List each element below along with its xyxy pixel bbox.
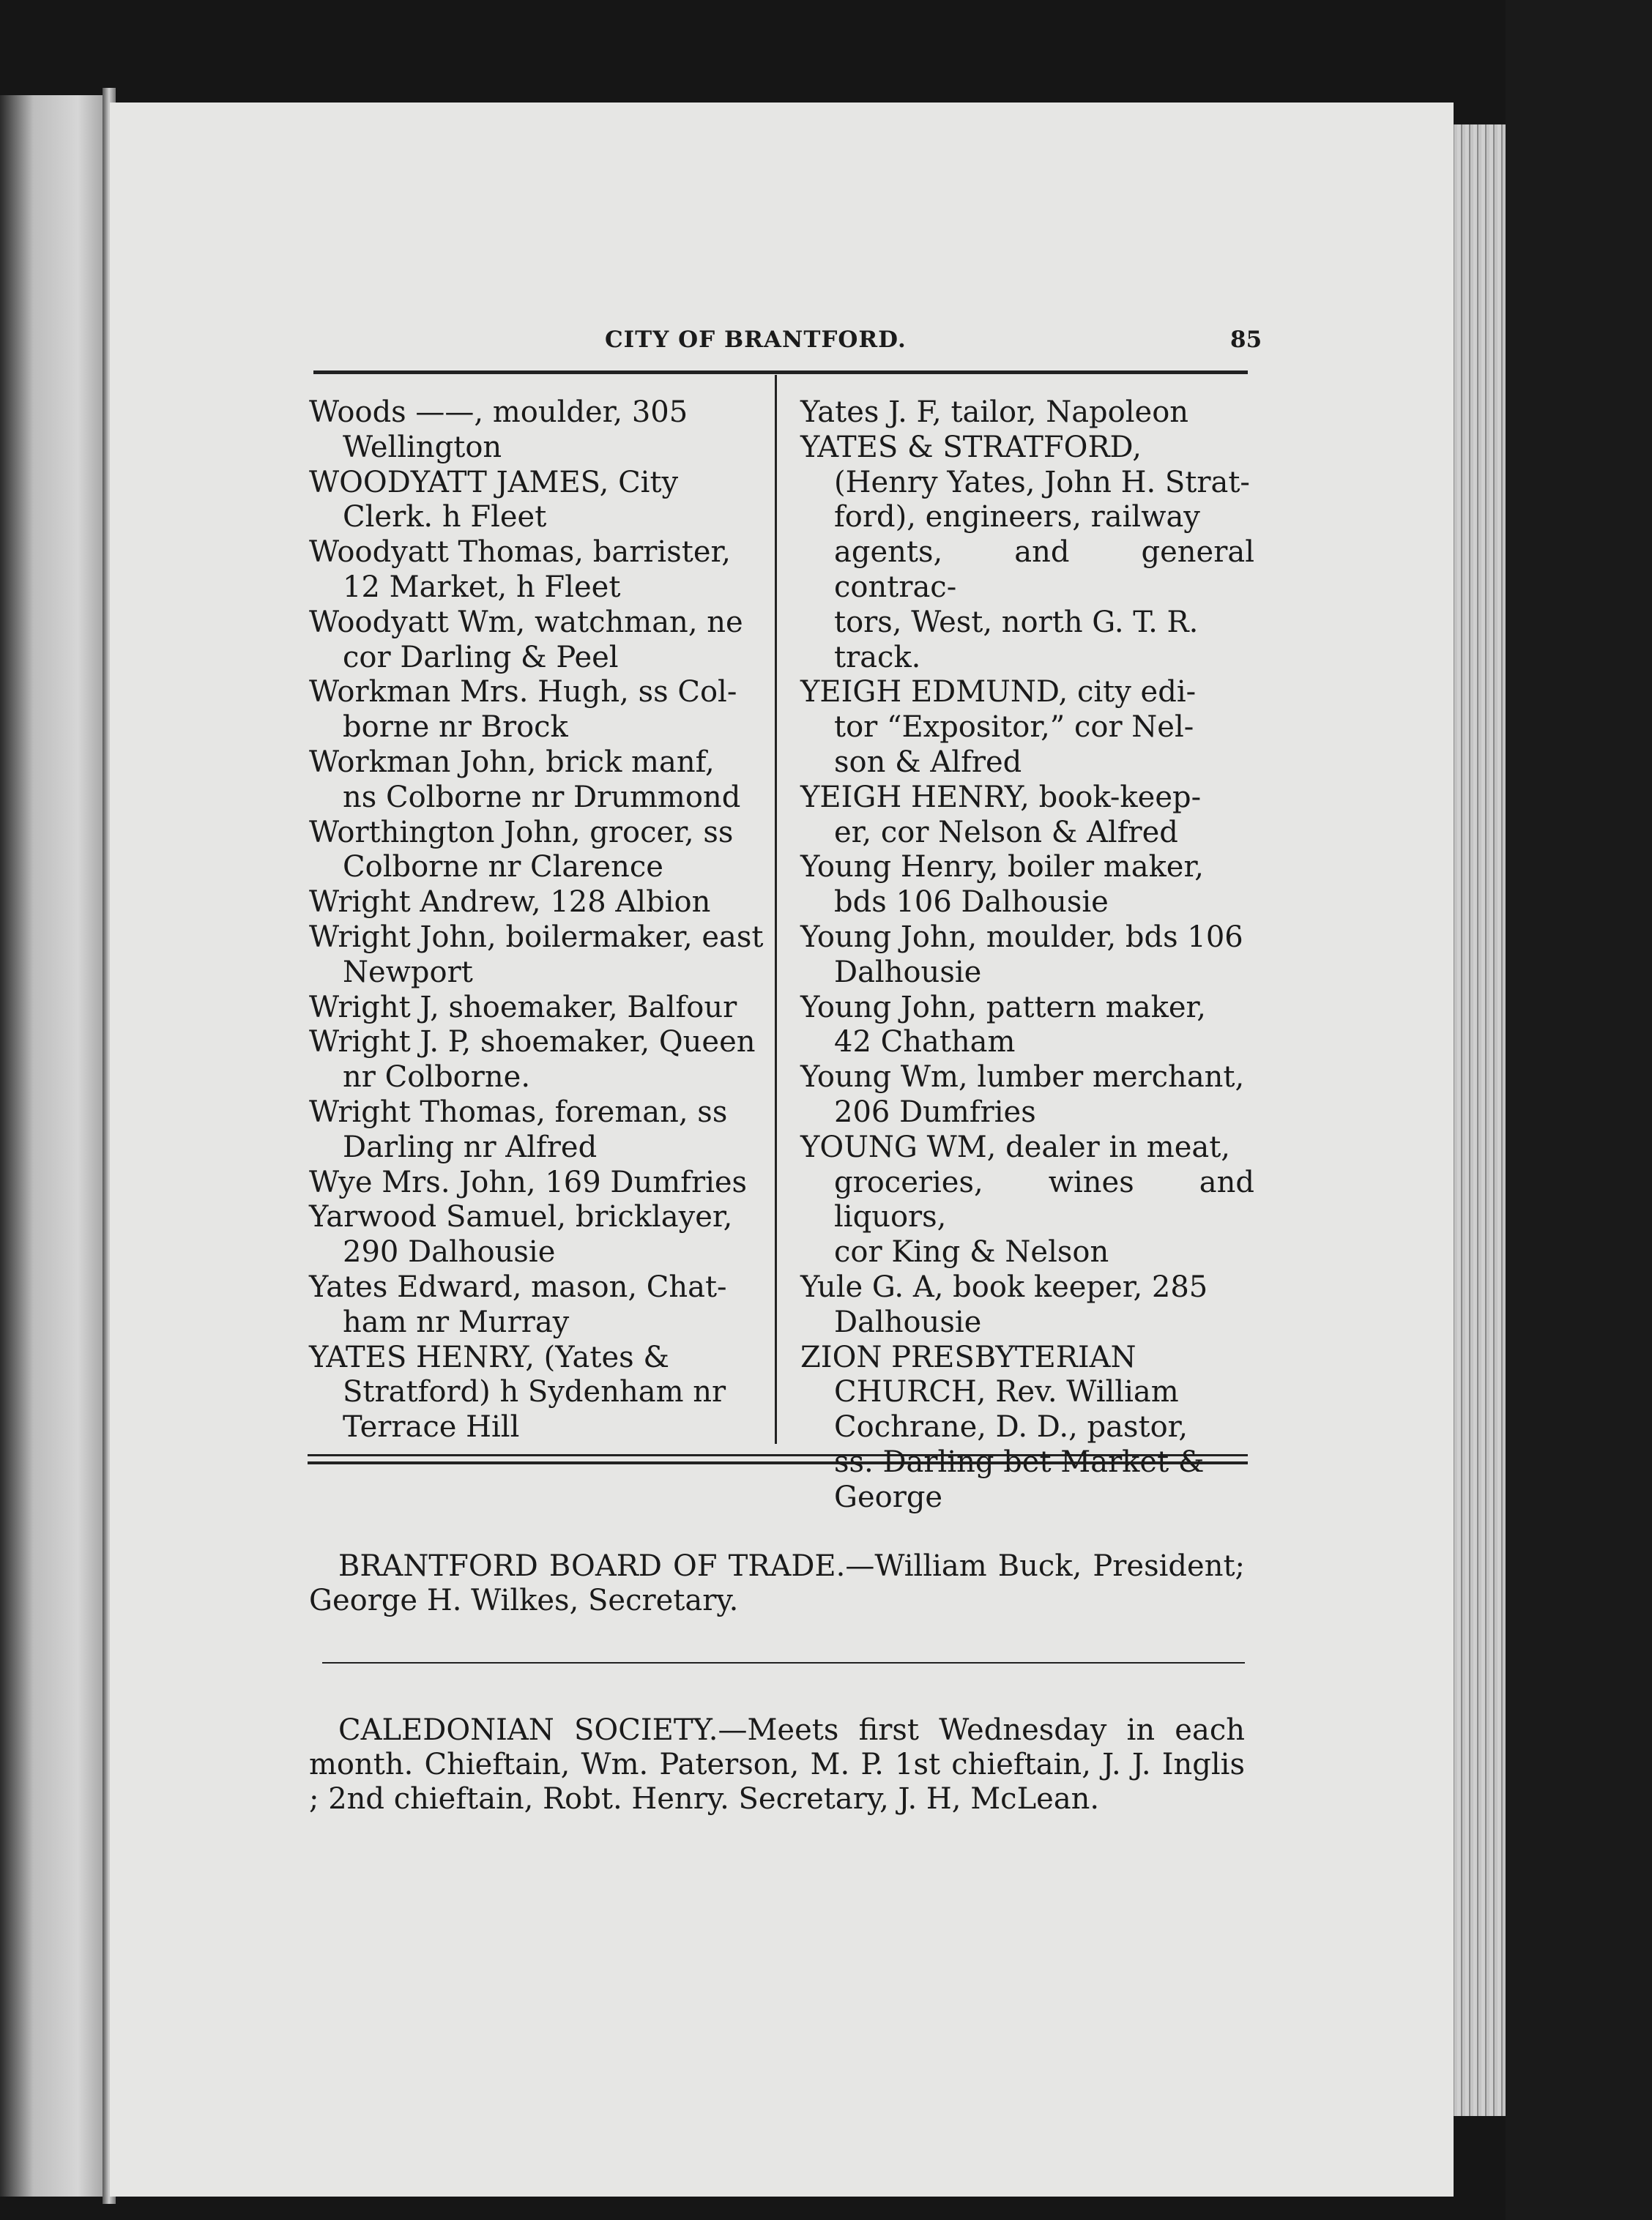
entry-continuation-line: (Henry Yates, John H. Strat- — [834, 465, 1250, 499]
entry-continuation-line: ns Colborne nr Drummond — [343, 780, 741, 814]
entry-continuation-line: agents, and general contrac- — [834, 535, 1254, 604]
scan-background — [1506, 0, 1652, 2220]
entry-continuation-line: Darling nr Alfred — [343, 1130, 598, 1164]
entry-continuation-line: groceries, wines and liquors, — [834, 1165, 1254, 1234]
entry-continuation-line: 42 Chatham — [834, 1025, 1016, 1059]
entry-line: Woodyatt Wm, watchman, ne — [309, 605, 743, 639]
entry-line: Woods ——, moulder, 305 — [309, 395, 688, 429]
entry-line: YOUNG WM, dealer in meat, — [800, 1130, 1231, 1164]
directory-entry — [309, 606, 764, 676]
entry-line: Woodyatt Thomas, barrister, — [309, 535, 731, 570]
entry-line: YATES & STRATFORD, — [800, 430, 1142, 464]
entry-line: Wright Andrew, 128 Albion — [309, 885, 711, 920]
directory-entry — [309, 991, 764, 1026]
header-rule — [313, 370, 1248, 374]
directory-entry — [800, 920, 1254, 991]
entry-continuation-line: son & Alfred — [834, 745, 1022, 779]
entry-continuation-line: Clerk. h Fleet — [343, 500, 547, 534]
right-column — [800, 395, 1254, 1516]
entry-line: Worthington John, grocer, ss — [309, 815, 734, 849]
facing-page-edge — [0, 95, 111, 2197]
directory-entry — [800, 395, 1254, 431]
entry-line: WOODYATT JAMES, City — [309, 465, 679, 499]
entry-continuation-line: Newport — [343, 955, 473, 989]
entry-line: Young Henry, boiler maker, — [800, 850, 1204, 884]
directory-entry — [309, 466, 764, 536]
entry-continuation-line: CHURCH, Rev. William — [834, 1375, 1179, 1409]
directory-entry — [309, 1095, 764, 1166]
directory-entry — [800, 1131, 1254, 1270]
entry-continuation-line: cor Darling & Peel — [343, 640, 619, 674]
entry-continuation-line: cor King & Nelson — [834, 1235, 1109, 1270]
entry-line: Wright Thomas, foreman, ss — [309, 1095, 728, 1129]
entry-line: Workman John, brick manf, — [309, 745, 715, 779]
entry-line: Wright J. P, shoemaker, Queen — [309, 1025, 756, 1059]
entry-line: YEIGH HENRY, book-keep- — [800, 780, 1202, 814]
board-of-trade-text: BRANTFORD BOARD OF TRADE.—William Buck, President; George H. Wilkes, Secretary. — [309, 1549, 1245, 1617]
entry-line: Yates Edward, mason, Chat- — [309, 1270, 727, 1304]
directory-entry — [309, 885, 764, 920]
caledonian-society-text: CALEDONIAN SOCIETY.—Meets first Wednesday in each month. Chieftain, Wm. Paterson, M. P. 1st chieftain, J. J. Inglis ; 2nd chieftain, Robt. Henry. Secretary, J. H, McLean. — [309, 1713, 1245, 1816]
directory-entry — [800, 431, 1254, 676]
entry-continuation-line: 12 Market, h Fleet — [343, 570, 621, 604]
entry-continuation-line: borne nr Brock — [343, 710, 568, 745]
entry-line: ZION PRESBYTERIAN — [800, 1340, 1136, 1374]
entry-line: Yates J. F, tailor, Napoleon — [800, 395, 1189, 429]
entry-continuation-line: track. — [834, 640, 921, 674]
entry-continuation-line: tors, West, north G. T. R. — [834, 605, 1199, 639]
directory-entry — [309, 920, 764, 991]
entry-line: Yarwood Samuel, bricklayer, — [309, 1200, 733, 1234]
entry-continuation-line: Dalhousie — [834, 1305, 982, 1339]
directory-entry — [309, 675, 764, 745]
entry-continuation-line: Wellington — [343, 430, 502, 464]
entry-line: YEIGH EDMUND, city edi- — [800, 675, 1197, 709]
directory-entry — [800, 991, 1254, 1061]
entry-continuation-line: Cochrane, D. D., pastor, — [834, 1410, 1188, 1445]
directory-entry — [800, 1060, 1254, 1131]
directory-entry — [800, 1270, 1254, 1341]
entry-continuation-line: ham nr Murray — [343, 1305, 570, 1339]
entry-line: Wye Mrs. John, 169 Dumfries — [309, 1165, 748, 1199]
entry-line: YATES HENRY, (Yates & — [309, 1340, 669, 1374]
directory-entry — [309, 1025, 764, 1095]
entry-line: Wright J, shoemaker, Balfour — [309, 990, 737, 1024]
caledonian-society-notice — [309, 1713, 1245, 1817]
directory-entry — [800, 1341, 1254, 1516]
entry-line: Yule G. A, book keeper, 285 — [800, 1270, 1208, 1304]
entry-line: Young John, moulder, bds 106 — [800, 920, 1243, 954]
entry-continuation-line: 206 Dumfries — [834, 1095, 1036, 1129]
directory-entry — [309, 1166, 764, 1201]
directory-entry — [309, 745, 764, 816]
entry-continuation-line: nr Colborne. — [343, 1060, 531, 1095]
directory-entry — [309, 1270, 764, 1341]
entry-line: Young John, pattern maker, — [800, 990, 1206, 1024]
entry-continuation-line: tor “Expositor,” cor Nel- — [834, 710, 1194, 745]
entry-line: Workman Mrs. Hugh, ss Col- — [309, 675, 737, 709]
entry-continuation-line: ford), engineers, railway — [834, 500, 1200, 534]
entry-line: Wright John, boilermaker, east — [309, 920, 764, 954]
directory-entry — [309, 395, 764, 466]
directory-entry — [800, 850, 1254, 920]
directory-entry — [309, 1200, 764, 1270]
left-column — [309, 395, 764, 1445]
entry-continuation-line: ss. Darling bet Market & — [834, 1445, 1205, 1479]
entry-line: Young Wm, lumber merchant, — [800, 1060, 1245, 1095]
section-rule — [322, 1662, 1245, 1664]
directory-entry — [800, 781, 1254, 851]
entry-continuation-line: George — [834, 1480, 943, 1514]
entry-continuation-line: er, cor Nelson & Alfred — [834, 815, 1178, 849]
entry-continuation-line: Dalhousie — [834, 955, 982, 989]
board-of-trade-notice — [309, 1549, 1245, 1618]
directory-entry — [309, 1341, 764, 1445]
page-number: 85 — [1230, 327, 1262, 353]
column-divider — [775, 375, 777, 1444]
entry-continuation-line: bds 106 Dalhousie — [834, 885, 1109, 920]
entry-continuation-line: 290 Dalhousie — [343, 1235, 556, 1270]
running-header: CITY OF BRANTFORD. — [605, 327, 907, 353]
entry-continuation-line: Colborne nr Clarence — [343, 850, 663, 884]
entry-continuation-line: Stratford) h Sydenham nr — [343, 1375, 726, 1409]
entry-continuation-line: Terrace Hill — [343, 1410, 520, 1445]
directory-entry — [800, 675, 1254, 780]
directory-entry — [309, 535, 764, 606]
directory-entry — [309, 816, 764, 886]
